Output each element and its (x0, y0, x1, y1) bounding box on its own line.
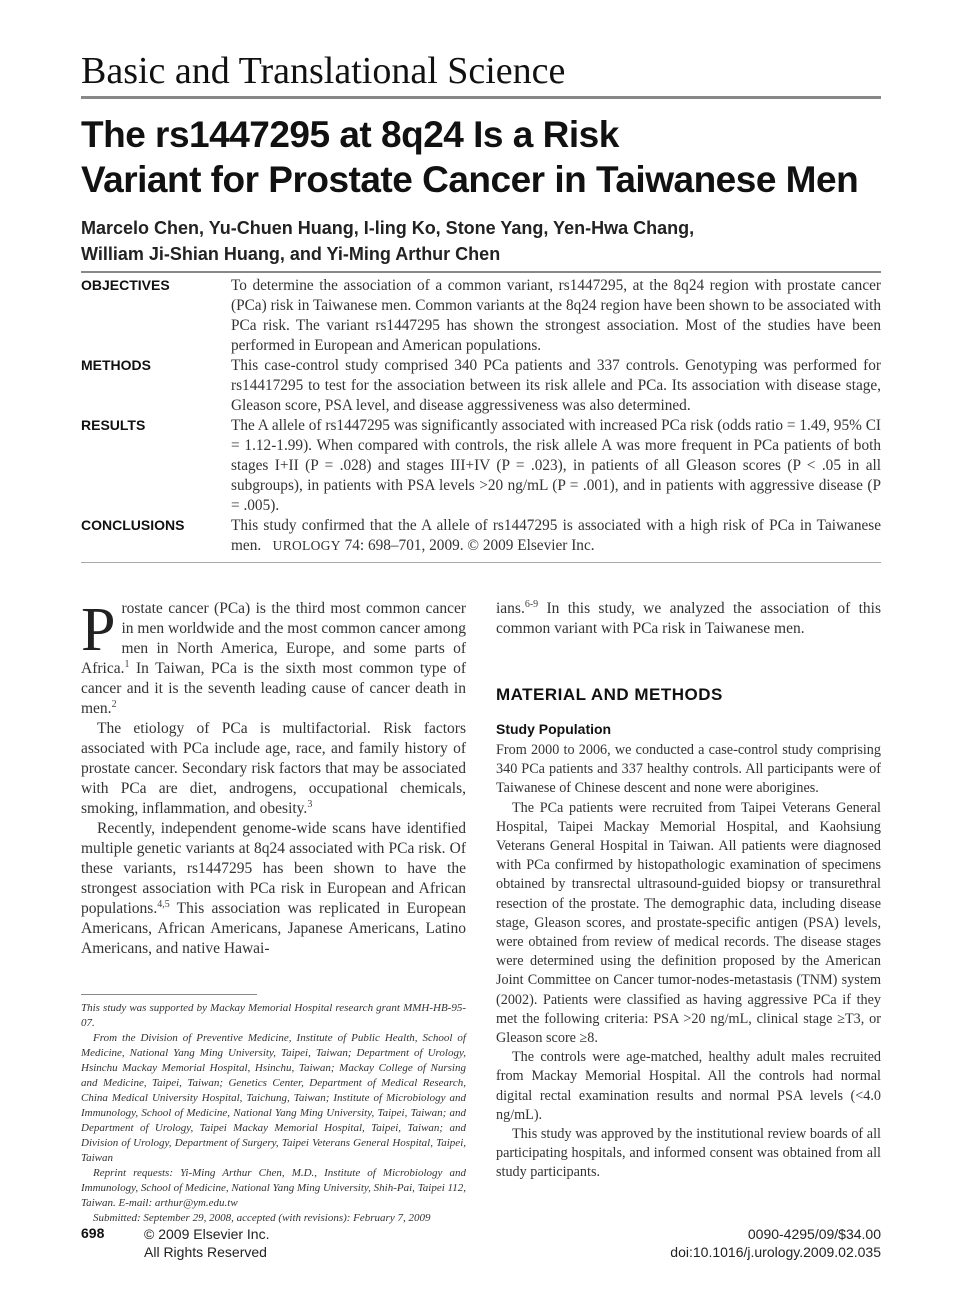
author-list (81, 215, 881, 267)
authors-line-2: William Ji-Shian Huang, and Yi-Ming Arthur Chen (81, 244, 501, 264)
article-title (81, 112, 881, 202)
intro-paragraph-2 (81, 719, 466, 819)
intro-p3-text-c: In this study, we analyzed the association of this common variant with PCa risk in Taiwanese men. (496, 600, 881, 637)
footer-copyright (144, 1225, 270, 1261)
methods-heading: MATERIAL AND METHODS (496, 685, 723, 704)
conclusions-label: CONCLUSIONS (81, 517, 185, 533)
title-line-2: Variant for Prostate Cancer in Taiwanese Men (81, 159, 859, 200)
methods-label: METHODS (81, 357, 151, 373)
intro-paragraph-1 (81, 596, 466, 719)
conclusions-text (231, 516, 881, 556)
abstract (81, 276, 881, 556)
issn-line: 0090-4295/09/$34.00 (747, 1226, 881, 1242)
copyright-line: © 2009 Elsevier Inc. (144, 1226, 270, 1242)
methods-paragraph-2: The PCa patients were recruited from Taipei Veterans General Hospital, Taipei Mackay Memorial Hospital, and Kaohsiung Veterans General Hospital in Taiwan. All patients were diagnosed with PCa confirmed by histopathologic examination of specimens obtained by transrectal ultrasound-guided biopsy or transurethral resection of the prostate. The demographic data, including disease stage, Gleason scores, and prostate-specific antigen (PSA) levels, were obtained from review of medical records. The disease stages were determined using the definition proposed by the American Joint Committee on Cancer tumor-nodes-metastasis (TNM) system (2002). Patients were classified as having aggressive PCa if they met the following criteria: PSA >20 ng/mL, clinical stage ≥T3, or Gleason score ≥8. (496, 799, 881, 1047)
intro-p3-continued-word: ians. (496, 600, 525, 617)
doi-link[interactable]: doi:10.1016/j.urology.2009.02.035 (670, 1244, 881, 1260)
reference-4-5[interactable]: 4,5 (157, 898, 170, 910)
conclusions-body: This study confirmed that the A allele of rs1447295 is associated with a high risk of PCa in Taiwanese men. (231, 517, 881, 554)
methods-paragraph-3: The controls were age-matched, healthy adult males recruited from Mackay Memorial Hospital. All the controls had normal digital rectal examination results and normal PSA levels (<4.0 ng/mL). (496, 1049, 881, 1123)
intro-p2-text: The etiology of PCa is multifactorial. Risk factors associated with PCa include age, race, and family history of prostate cancer. Secondary risk factors that may be associated with PCa are diet, androgens, occupational chemicals, smoking, inflammation, and obesity. (81, 720, 466, 817)
results-text: The A allele of rs1447295 was significantly associated with increased PCa risk (odds ratio = 1.49, 95% CI = 1.12-1.99). When compared with controls, the risk allele A was more frequent in PCa patients of both stages I+II (P = .028) and stages III+IV (P = .023), in patients of all Gleason scores (P < .05 in all subgroups), in patients with PSA levels >20 ng/mL (P = .001), and in patients with aggressive disease (P = .005). (231, 417, 881, 514)
affiliations-note: From the Division of Preventive Medicine, Institute of Public Health, School of Medicine, National Yang Ming University, Taipei, Taiwan; Department of Urology, Hsinchu Mackay Memorial Hospital, Hsinchu, Taiwan; Mackay College of Nursing and Medicine, Taipei, Taiwan; Genetics Center, Department of Medical Research, China Medical University Hospital, Taichung, Taiwan; Institute of Microbiology and Immunology, School of Medicine, National Yang Ming University, Taipei, Taiwan; and Department of Urology, Taipei Mackay Memorial Hospital, Taipei, Taiwan; and Division of Urology, Department of Surgery, Taipei Veterans General Hospital, Taipei, Taiwan (81, 1032, 466, 1164)
right-column (496, 599, 881, 1183)
abstract-results (81, 416, 881, 516)
methods-paragraph-4: This study was approved by the institutional review boards of all participating hospitals, and informed consent was obtained from all study participants. (496, 1126, 881, 1181)
abstract-methods (81, 356, 881, 416)
intro-p3-continuation (496, 599, 881, 639)
reference-6-9[interactable]: 6-9 (524, 598, 539, 610)
methods-text: This case-control study comprised 340 PCa patients and 337 controls. Genotyping was performed for rs14417295 to test for the association between its risk allele and PCa. Its association with disease stage, Gleason score, PSA level, and disease aggressiveness was also determined. (231, 357, 881, 414)
page-number: 698 (81, 1225, 105, 1241)
footnotes (81, 1001, 466, 1226)
reference-3[interactable]: 3 (307, 798, 313, 810)
header-rule (81, 96, 881, 99)
objectives-label: OBJECTIVES (81, 277, 170, 293)
rights-line: All Rights Reserved (144, 1244, 267, 1260)
reprint-note: Reprint requests: Yi-Ming Arthur Chen, M.D., Institute of Microbiology and Immunology, School of Medicine, National Yang Ming University, Shih-Pai, Taipei 112, Taiwan. E-mail: arthur@ym.edu.tw (81, 1167, 466, 1209)
methods-paragraph-1: From 2000 to 2006, we conducted a case-control study comprising 340 PCa patients and 337 healthy controls. All participants were of Taiwanese of Chinese descent and none were aborigines. (496, 742, 881, 797)
funding-note: This study was supported by Mackay Memorial Hospital research grant MMH-HB-95-07. (81, 1002, 466, 1029)
reference-1[interactable]: 1 (124, 658, 130, 670)
title-line-1: The rs1447295 at 8q24 Is a Risk (81, 114, 619, 155)
abstract-bottom-rule (81, 562, 881, 563)
intro-paragraph-3 (81, 819, 466, 959)
abstract-top-rule (81, 271, 881, 273)
results-label: RESULTS (81, 417, 146, 433)
reference-2[interactable]: 2 (111, 698, 117, 710)
intro-p1-text-b: In Taiwan, PCa is the sixth most common type of cancer and it is the seventh leading cause of cancer death in men. (81, 660, 466, 717)
intro-p3-text-b: This association was replicated in European Americans, African Americans, Japanese Americans, Latino Americans, and native Hawai- (81, 900, 466, 957)
submission-note: Submitted: September 29, 2008, accepted (with revisions): February 7, 2009 (93, 1212, 431, 1224)
authors-line-1: Marcelo Chen, Yu-Chuen Huang, I-ling Ko, Stone Yang, Yen-Hwa Chang, (81, 218, 695, 238)
journal-section-header: Basic and Translational Science (81, 50, 566, 92)
intro-p3-text-a: Recently, independent genome-wide scans have identified multiple genetic variants at 8q24 associated with PCa risk. Of these variants, rs1447295 has been shown to have the strongest association with PCa risk in European and African populations. (81, 820, 466, 917)
drop-cap: P (81, 596, 116, 664)
methods-body (496, 741, 881, 1183)
citation-journal: UROLOGY (272, 538, 341, 553)
footer-identifiers (670, 1225, 881, 1261)
objectives-text: To determine the association of a common variant, rs1447295, at the 8q24 region with prostate cancer (PCa) risk in Taiwanese men. Common variants at the 8q24 region have been shown to be associated with PCa risk. The variant rs1447295 has shown the strongest association. Most of the studies have been performed in European and American populations. (231, 277, 881, 354)
intro-p1-text-a: rostate cancer (PCa) is the third most common cancer in men worldwide and the most common cancer among men in North America, Europe, and some parts of Africa. (81, 600, 466, 677)
abstract-conclusions (81, 516, 881, 556)
abstract-objectives (81, 276, 881, 356)
citation-details: 74: 698–701, 2009. © 2009 Elsevier Inc. (344, 537, 595, 554)
footnote-rule (81, 994, 257, 995)
left-column (81, 596, 466, 959)
study-population-heading: Study Population (496, 721, 612, 737)
